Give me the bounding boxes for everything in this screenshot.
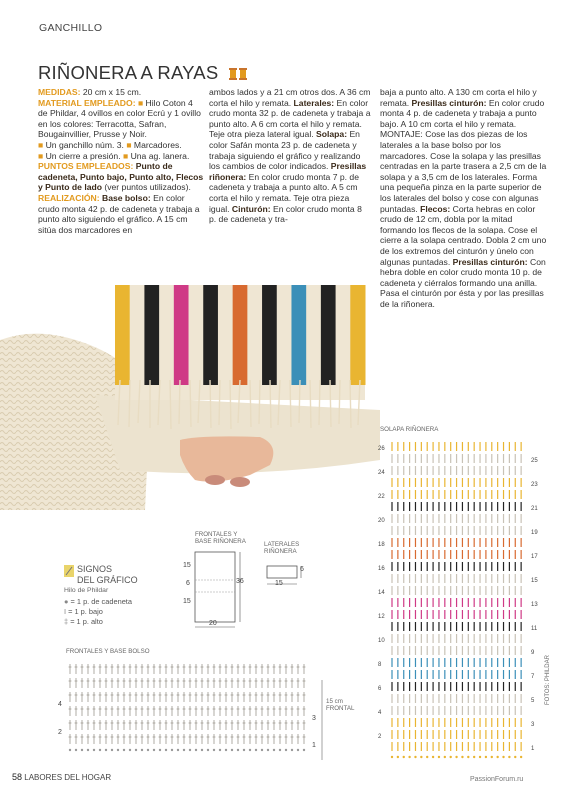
legend-item-cadeneta: ● = 1 p. de cadeneta bbox=[64, 597, 132, 606]
chain-stitch bbox=[117, 749, 119, 751]
chain-stitch bbox=[303, 749, 305, 751]
base-row-2: 2 bbox=[58, 729, 62, 736]
chain-stitch bbox=[461, 756, 463, 758]
row-number: 16 bbox=[378, 566, 385, 572]
magazine-name: LABORES DEL HOGAR bbox=[24, 773, 112, 782]
legend-icon bbox=[64, 564, 74, 582]
row-number: 25 bbox=[531, 458, 538, 464]
row-number: 13 bbox=[531, 602, 538, 608]
row-number: 4 bbox=[378, 710, 382, 716]
chain-stitch bbox=[177, 749, 179, 751]
chain-stitch bbox=[213, 749, 215, 751]
frontales-measure-bottom: 15 bbox=[183, 598, 191, 605]
chain-stitch bbox=[438, 756, 440, 758]
row-number: 9 bbox=[531, 650, 535, 656]
laterales-label bbox=[264, 541, 299, 555]
col3-text-4: Con hebra doble en color crudo monta 10 p. de cadeneta y ciérralos formando una anilla. Pasa el cinturón por ésta y por las presillas de la riñonera. bbox=[380, 256, 546, 309]
flap-stripe bbox=[159, 285, 174, 385]
col3-text-2: En color crudo monta 4 p. de cadeneta y trabaja a punto bajo. A 10 cm corta el hilo y remata. bbox=[380, 97, 545, 129]
chain-stitch bbox=[291, 749, 293, 751]
chain-stitch bbox=[449, 756, 451, 758]
chain-stitch bbox=[444, 756, 446, 758]
col2-text-3: En color Safán monta 23 p. de cadeneta y trabaja siguiendo el gráfico y realizando los cambios de color indicados. bbox=[209, 129, 361, 172]
row-number: 24 bbox=[378, 470, 385, 476]
chain-stitch bbox=[508, 756, 510, 758]
laterales-height: 6 bbox=[300, 566, 304, 573]
chain-stitch bbox=[243, 749, 245, 751]
chain-stitch bbox=[183, 749, 185, 751]
flap-stripe bbox=[262, 285, 277, 385]
row-number: 10 bbox=[378, 638, 385, 644]
chain-stitch bbox=[397, 756, 399, 758]
flap-stripe bbox=[233, 285, 248, 385]
chain-stitch bbox=[403, 756, 405, 758]
frontales-label-2: BASE RIÑONERA bbox=[195, 538, 246, 545]
text-column-1: MEDIDAS: 20 cm x 15 cm. MATERIAL EMPLEADO: ■ Hilo Coton 4 de Phildar, 4 ovillos en color Ecrú y 1 ovillo en los colores: Terracotta, Safran, Bougainvillier, Prusse y Noir. ■ Un ganchillo núm. 3. ■ Marcadores. ■ Un cierre a presión. ■ Una ag. lanera. PUNTOS EMPLEADOS: Punto de cadeneta, Punto bajo, Punto alto, Flecos y Punto de lado (ver puntos utilizados). REALIZACIÓN: Base bolso: En color crudo monta 42 p. de cadeneta y trabaja a punto alto siguiendo el gráfico. A 15 cm sitúa dos marcadores en bbox=[38, 87, 204, 235]
base-text: En color crudo monta 42 p. de cadeneta y trabaja a punto alto siguiendo el gráfico. A 15 cm sitúa dos marcadores en bbox=[38, 192, 200, 235]
puntos-text: Punto de cadeneta, Punto bajo, Punto alto, Flecos y Punto de lado bbox=[38, 161, 204, 193]
row-number: 17 bbox=[531, 554, 538, 560]
flap-stripe bbox=[306, 285, 321, 385]
col2-text-2: En color crudo monta 32 p. de cadeneta y trabaja a punto alto. A 6 cm corta el hilo y remata. Teje otra pieza lateral igual. bbox=[209, 97, 371, 140]
material-text: Hilo Coton 4 de Phildar, 4 ovillos en color Ecrú y 1 ovillo en los colores: Terracotta, Safran, Bougainvillier, Prusse y Noir. bbox=[38, 97, 201, 140]
chain-stitch bbox=[195, 749, 197, 751]
legend-item-alto: ‡ = 1 p. alto bbox=[64, 617, 103, 626]
chain-stitch bbox=[237, 749, 239, 751]
section-label: GANCHILLO bbox=[39, 22, 103, 34]
row-number: 8 bbox=[378, 662, 382, 668]
base-side-label-1: 15 cm bbox=[326, 698, 343, 705]
chain-stitch bbox=[479, 756, 481, 758]
chain-stitch bbox=[201, 749, 203, 751]
chain-stitch bbox=[171, 749, 173, 751]
col2-text-4: En color crudo monta 7 p. de cadeneta y trabaja a punto alto. A 5 cm corta el hilo y remata. Teje otra pieza igual. bbox=[209, 171, 359, 214]
chain-stitch bbox=[111, 749, 113, 751]
aguja-text: Una ag. lanera. bbox=[130, 150, 190, 161]
row-number: 15 bbox=[531, 578, 538, 584]
realizacion-label: REALIZACIÓN: bbox=[38, 192, 100, 203]
presillas-cinturon-label-2: Presillas cinturón: bbox=[450, 256, 528, 267]
frontales-width: 20 bbox=[209, 620, 217, 627]
flap-stripe bbox=[174, 285, 189, 385]
row-number: 1 bbox=[531, 746, 535, 752]
solapa-label: Solapa: bbox=[313, 129, 348, 140]
product-photo bbox=[0, 285, 380, 510]
flap-stripe bbox=[350, 285, 365, 385]
flap-stripe bbox=[203, 285, 218, 385]
chain-stitch bbox=[87, 749, 89, 751]
laterales-label: Laterales: bbox=[291, 97, 335, 108]
chain-stitch bbox=[267, 749, 269, 751]
chain-stitch bbox=[159, 749, 161, 751]
ganchillo-text: Un ganchillo núm. 3. bbox=[45, 139, 124, 150]
chain-stitch bbox=[273, 749, 275, 751]
col2-text-1: ambos lados y a 21 cm otros dos. A 36 cm corta el hilo y remata. bbox=[209, 87, 371, 108]
row-number: 12 bbox=[378, 614, 385, 620]
legend-item-bajo-text: = 1 p. bajo bbox=[68, 607, 103, 616]
col3-text-3: Corta hebras en color crudo de 12 cm, dobla por la mitad formando los flecos de la solapa. Cose el cierre a la solapa centrado. Dobla 2 cm uno de los extremos del cinturón y únelo con algunas puntadas. bbox=[380, 203, 547, 267]
base-side-bracket bbox=[320, 680, 324, 760]
chain-stitch bbox=[219, 749, 221, 751]
chain-stitch bbox=[496, 756, 498, 758]
row-number: 2 bbox=[378, 734, 382, 740]
legend-item-alto-text: = 1 p. alto bbox=[70, 617, 103, 626]
chain-stitch bbox=[69, 749, 71, 751]
laterales-label-2: RIÑONERA bbox=[264, 548, 297, 555]
chain-stitch bbox=[225, 749, 227, 751]
row-number: 5 bbox=[531, 698, 535, 704]
cierre-text: Un cierre a presión. bbox=[45, 150, 121, 161]
frontales-height: 36 bbox=[236, 578, 244, 585]
laterales-diagram bbox=[265, 564, 315, 594]
chain-stitch bbox=[426, 756, 428, 758]
legend-sub: Hilo de Phildar bbox=[64, 587, 109, 594]
legend-title bbox=[77, 564, 138, 586]
chain-stitch bbox=[485, 756, 487, 758]
chain-stitch bbox=[105, 749, 107, 751]
frontales-label-1: FRONTALES Y bbox=[195, 531, 238, 538]
legend-title-1: SIGNOS bbox=[77, 564, 113, 574]
row-number: 23 bbox=[531, 482, 538, 488]
row-number: 21 bbox=[531, 506, 538, 512]
footer bbox=[12, 772, 111, 782]
presillas-label: Presillas riñonera: bbox=[209, 161, 367, 182]
chain-stitch bbox=[153, 749, 155, 751]
chain-stitch bbox=[285, 749, 287, 751]
row-number: 22 bbox=[378, 494, 385, 500]
base-chart-label: FRONTALES Y BASE BOLSO bbox=[66, 648, 150, 655]
chain-stitch bbox=[249, 749, 251, 751]
flap-stripe bbox=[130, 285, 145, 385]
chain-stitch bbox=[467, 756, 469, 758]
chain-stitch bbox=[473, 756, 475, 758]
chain-stitch bbox=[255, 749, 257, 751]
chain-stitch bbox=[207, 749, 209, 751]
chain-stitch bbox=[99, 749, 101, 751]
base-row-4: 4 bbox=[58, 701, 62, 708]
text-column-3 bbox=[380, 87, 548, 309]
chain-stitch bbox=[455, 756, 457, 758]
frontales-diagram bbox=[180, 550, 255, 630]
laterales-label-1: LATERALES bbox=[264, 541, 300, 548]
montaje-text: MONTAJE: Cose las dos piezas de los laterales a la base bolso por los marcadores. Cose la solapa y las presillas centradas en la parte trasera a 2,5 cm de la solapa y a 3,5 cm de los laterales. Forma una pequeña pinza en la parte superior de los laterales del bolso y cose con algunas puntadas. bbox=[380, 129, 547, 214]
photo-credit: FOTOS: PHILDAR bbox=[545, 655, 551, 705]
base-side-label-2: FRONTAL bbox=[326, 705, 355, 712]
base-side-label bbox=[326, 698, 354, 712]
row-number: 20 bbox=[378, 518, 385, 524]
chain-stitch bbox=[491, 756, 493, 758]
flap-stripe bbox=[321, 285, 336, 385]
chain-stitch bbox=[420, 756, 422, 758]
flap-stripe bbox=[189, 285, 204, 385]
flap-stripe bbox=[291, 285, 306, 385]
spool-icon bbox=[228, 63, 248, 85]
text-column-2 bbox=[209, 87, 371, 225]
chain-stitch bbox=[123, 749, 125, 751]
legend-title-2: DEL GRÁFICO bbox=[77, 575, 138, 585]
chain-stitch bbox=[129, 749, 131, 751]
title-text: RIÑONERA A RAYAS bbox=[38, 62, 219, 83]
frontales-measure-top: 15 bbox=[183, 562, 191, 569]
row-number: 7 bbox=[531, 674, 535, 680]
flecos-label: Flecos: bbox=[417, 203, 451, 214]
medidas-label: MEDIDAS: bbox=[38, 87, 81, 97]
chain-stitch bbox=[520, 756, 522, 758]
flap-stripe bbox=[247, 285, 262, 385]
flap-stripe bbox=[144, 285, 159, 385]
presillas-cinturon-label: Presillas cinturón: bbox=[409, 97, 487, 108]
frontales-label bbox=[195, 531, 246, 545]
frontales-measure-mid: 6 bbox=[186, 580, 190, 587]
page-number: 58 bbox=[12, 772, 23, 782]
row-number: 18 bbox=[378, 542, 385, 548]
puntos-label: PUNTOS EMPLEADOS: bbox=[38, 161, 134, 172]
row-number: 3 bbox=[531, 722, 535, 728]
row-number: 19 bbox=[531, 530, 538, 536]
chain-stitch bbox=[391, 756, 393, 758]
marcadores-text: Marcadores. bbox=[133, 139, 182, 150]
watermark: PassionForum.ru bbox=[470, 776, 524, 783]
chain-stitch bbox=[147, 749, 149, 751]
chain-stitch bbox=[81, 749, 83, 751]
chain-stitch bbox=[279, 749, 281, 751]
col3-text-1: baja a punto alto. A 130 cm corta el hilo y remata. bbox=[380, 87, 537, 108]
chain-stitch bbox=[502, 756, 504, 758]
medidas-text: 20 cm x 15 cm. bbox=[80, 87, 142, 97]
chain-stitch bbox=[189, 749, 191, 751]
chain-stitch bbox=[297, 749, 299, 751]
cinturon-label: Cinturón: bbox=[229, 203, 271, 214]
flap-stripe bbox=[115, 285, 130, 385]
material-label: MATERIAL EMPLEADO: bbox=[38, 97, 136, 108]
chain-stitch bbox=[165, 749, 167, 751]
chain-stitch bbox=[231, 749, 233, 751]
chain-stitch bbox=[514, 756, 516, 758]
row-number: 26 bbox=[378, 446, 385, 452]
chain-stitch bbox=[75, 749, 77, 751]
chain-stitch bbox=[432, 756, 434, 758]
chain-stitch bbox=[414, 756, 416, 758]
solapa-chart bbox=[378, 438, 543, 760]
row-number: 14 bbox=[378, 590, 385, 596]
laterales-width: 15 bbox=[275, 580, 283, 587]
legend-item-bajo: I = 1 p. bajo bbox=[64, 607, 103, 616]
col2-text-5: En color crudo monta 8 p. de cadeneta y tra- bbox=[209, 203, 362, 225]
chain-stitch bbox=[93, 749, 95, 751]
base-label: Base bolso: bbox=[99, 192, 151, 203]
flap-stripe bbox=[277, 285, 292, 385]
base-row-3: 3 bbox=[312, 715, 316, 722]
row-number: 6 bbox=[378, 686, 382, 692]
base-row-1: 1 bbox=[312, 742, 316, 749]
page-title bbox=[38, 62, 248, 85]
legend-item-cadeneta-text: = 1 p. de cadeneta bbox=[70, 597, 132, 606]
chain-stitch bbox=[261, 749, 263, 751]
row-number: 11 bbox=[531, 626, 538, 632]
chain-stitch bbox=[141, 749, 143, 751]
base-chart bbox=[60, 656, 320, 756]
flap-stripe bbox=[218, 285, 233, 385]
puntos-note: (ver puntos utilizados). bbox=[101, 182, 191, 193]
chain-stitch bbox=[135, 749, 137, 751]
chain-stitch bbox=[408, 756, 410, 758]
solapa-label: SOLAPA RIÑONERA bbox=[380, 426, 439, 433]
flap-stripe bbox=[336, 285, 351, 385]
